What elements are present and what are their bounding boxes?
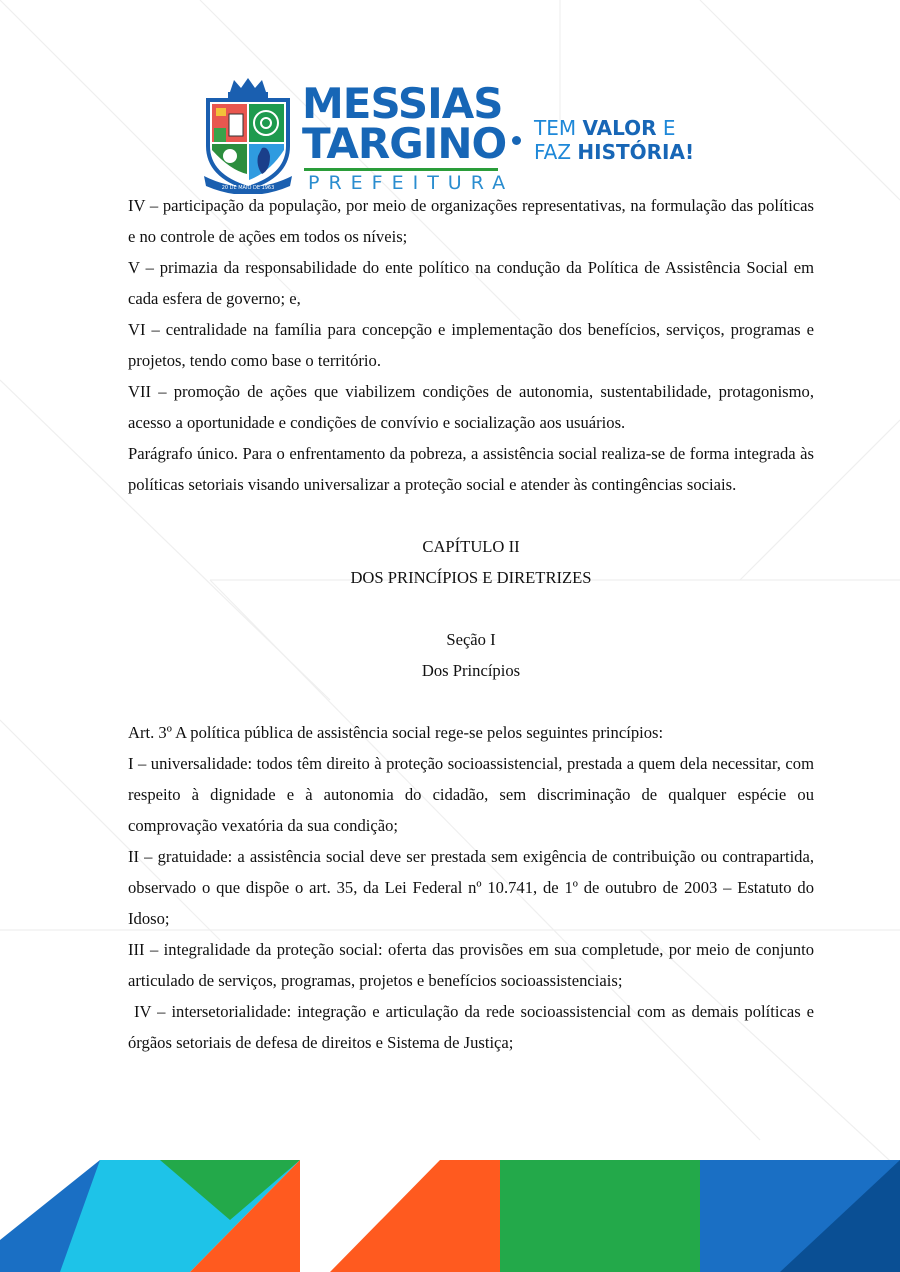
- slogan-line-2: FAZ HISTÓRIA!: [534, 140, 695, 164]
- svg-text:20 DE MAIO DE 1963: 20 DE MAIO DE 1963: [221, 185, 275, 191]
- section-subtitle: Dos Princípios: [421, 661, 521, 680]
- paragraph-item-vi: VI – centralidade na família para concepção e implementação dos benefícios, serviços, programas e projetos, tendo como base o território.: [128, 320, 814, 370]
- municipality-name: [302, 79, 507, 168]
- slogan-line-1: TEM VALOR E: [534, 116, 676, 140]
- slogan: [534, 116, 734, 164]
- paragraph-sole: Parágrafo único. Para o enfrentamento da pobreza, a assistência social realiza-se de forma integrada às políticas setoriais visando universalizar a proteção social e atender às contingências sociais.: [128, 444, 814, 494]
- brand-line-2: TARGINO: [302, 119, 507, 168]
- document-body: [128, 190, 819, 1058]
- chapter-subtitle: DOS PRINCÍPIOS E DIRETRIZES: [350, 568, 592, 587]
- principle-iv: IV – intersetorialidade: integração e articulação da rede socioassistencial com as demais políticas e órgãos setoriais de defesa de direitos e Sistema de Justiça;: [128, 1002, 819, 1052]
- paragraph-item-iv: IV – participação da população, por meio de organizações representativas, na formulação das políticas e no controle de ações em todos os níveis;: [128, 196, 814, 246]
- paragraph-item-vii: VII – promoção de ações que viabilizem condições de autonomia, sustentabilidade, protagonismo, acesso a oportunidade e condições de convívio e socialização aos usuários.: [128, 382, 814, 432]
- principle-iii: III – integralidade da proteção social: oferta das provisões em sua completude, por meio de conjunto articulado de serviços, programas, projetos e benefícios socioassistenciais;: [128, 940, 814, 990]
- municipal-crest-icon: [200, 76, 296, 194]
- footer-color-band: [0, 1160, 900, 1272]
- principle-i: I – universalidade: todos têm direito à proteção socioassistencial, prestada a quem dela necessitar, com respeito à dignidade e à autonomia do cidadão, sem discriminação de qualquer espécie ou comprovação vexatória da sua condição;: [128, 754, 814, 835]
- brand-underline: [304, 168, 498, 171]
- paragraph-item-v: V – primazia da responsabilidade do ente político na condução da Política de Assistência Social em cada esfera de governo; e,: [128, 258, 814, 308]
- section-title: Seção I: [446, 630, 496, 649]
- principle-ii: II – gratuidade: a assistência social deve ser prestada sem exigência de contribuição ou contrapartida, observado o que dispõe o art. 35, da Lei Federal nº 10.741, de 1º de outubro de 2003 – Estatuto do Idoso;: [128, 847, 814, 928]
- letterhead: [0, 0, 900, 200]
- chapter-title: CAPÍTULO II: [422, 537, 520, 556]
- brand-subtitle: PREFEITURA: [308, 172, 515, 194]
- article-3-caput: Art. 3º A política pública de assistência social rege-se pelos seguintes princípios:: [128, 723, 664, 742]
- brand-line-1: MESSIAS: [302, 79, 503, 128]
- separator-dot-icon: [512, 136, 521, 145]
- footer-shape-orange-2: [330, 1160, 500, 1272]
